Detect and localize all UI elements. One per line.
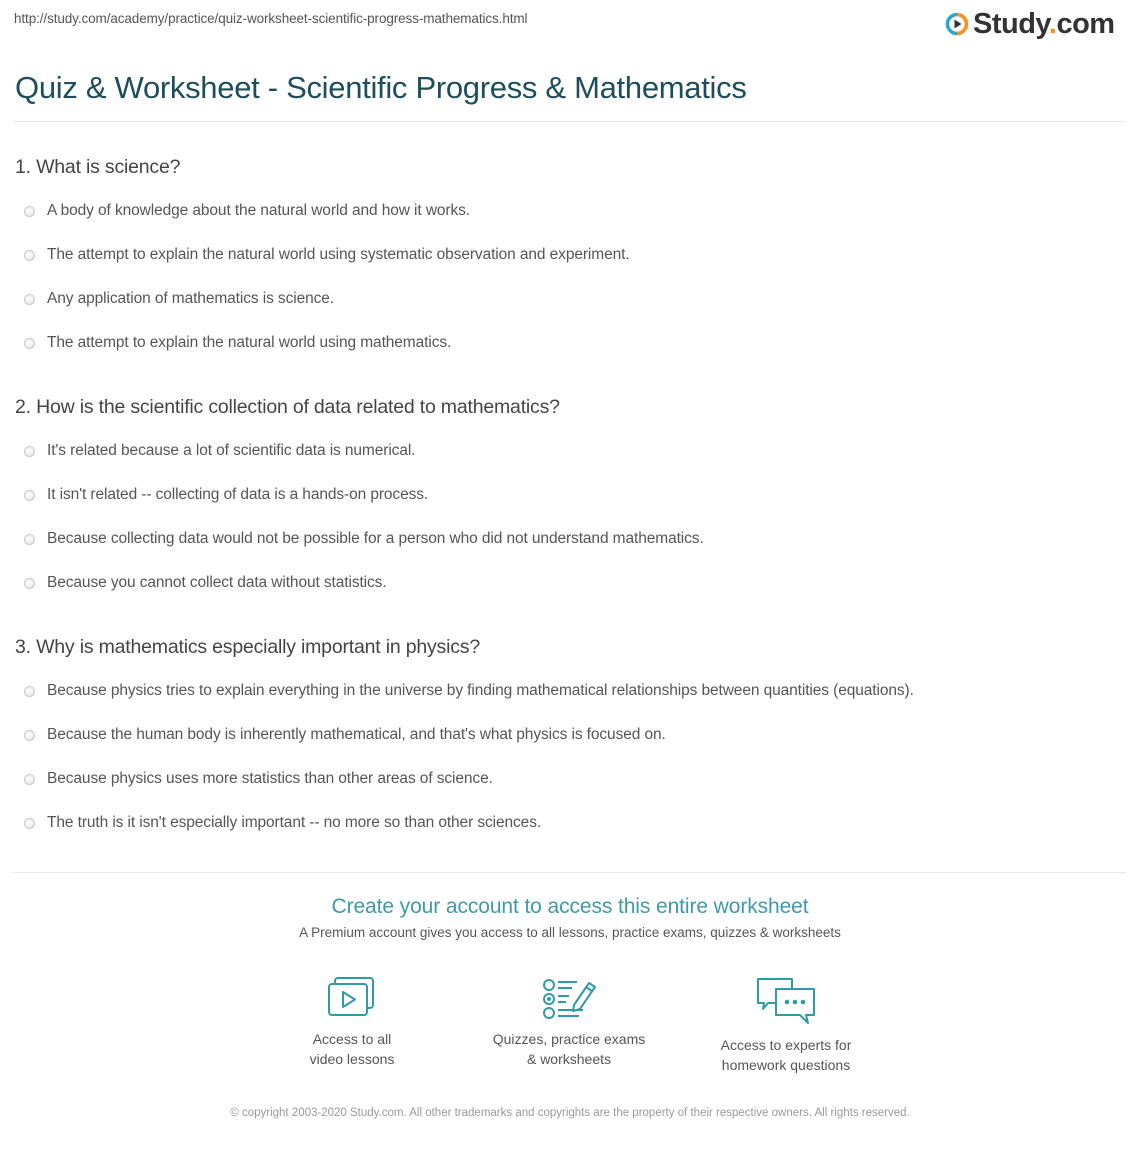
quiz-checklist-icon — [539, 975, 599, 1021]
page-title: Quiz & Worksheet - Scientific Progress & Mathematics — [15, 70, 747, 105]
answer-text: The truth is it isn't especially important -- no more so than other sciences. — [47, 814, 542, 831]
page-url: http://study.com/academy/practice/quiz-worksheet-scientific-progress-mathematics.html — [14, 11, 528, 26]
answer-text: Because the human body is inherently mathematical, and that's what physics is focused on. — [47, 726, 666, 743]
answer-text: Because you cannot collect data without statistics. — [47, 574, 387, 591]
radio-button[interactable] — [24, 338, 35, 349]
question-1 — [15, 156, 1125, 375]
radio-button[interactable] — [24, 534, 35, 545]
chat-bubbles-icon — [754, 975, 818, 1027]
answer-option[interactable] — [24, 277, 1125, 321]
answer-text: It isn't related -- collecting of data is a hands-on process. — [47, 486, 429, 503]
question-3 — [15, 636, 1125, 855]
top-bar — [0, 0, 1140, 48]
answer-option[interactable] — [24, 669, 1125, 713]
feature-video-lessons — [262, 975, 442, 1069]
answer-text: Because physics uses more statistics than other areas of science. — [47, 770, 493, 787]
answer-text: The attempt to explain the natural world using systematic observation and experiment. — [47, 246, 630, 263]
question-title: 1. What is science? — [15, 156, 181, 178]
radio-button[interactable] — [24, 818, 35, 829]
play-circle-logo-icon — [945, 12, 969, 36]
answer-option[interactable] — [24, 321, 1125, 365]
answer-option[interactable] — [24, 429, 1125, 473]
answer-text: It's related because a lot of scientific data is numerical. — [47, 442, 416, 459]
radio-button[interactable] — [24, 686, 35, 697]
answer-text: Because collecting data would not be possible for a person who did not understand mathematics. — [47, 530, 704, 547]
feature-label: Access to all video lessons — [309, 1031, 395, 1067]
answer-option[interactable] — [24, 757, 1125, 801]
radio-button[interactable] — [24, 206, 35, 217]
answer-text: A body of knowledge about the natural world and how it works. — [47, 202, 470, 219]
radio-button[interactable] — [24, 578, 35, 589]
answer-text: The attempt to explain the natural world using mathematics. — [47, 334, 452, 351]
answer-option[interactable] — [24, 473, 1125, 517]
feature-label: Quizzes, practice exams & worksheets — [492, 1031, 646, 1067]
question-title: 2. How is the scientific collection of data related to mathematics? — [15, 396, 560, 418]
cta-divider — [14, 872, 1126, 873]
answer-text: Because physics tries to explain everything in the universe by finding mathematical relationships between quantities (equations). — [47, 682, 914, 699]
question-2 — [15, 396, 1125, 615]
answer-option[interactable] — [24, 233, 1125, 277]
answer-text: Any application of mathematics is science. — [47, 290, 334, 307]
radio-button[interactable] — [24, 490, 35, 501]
radio-button[interactable] — [24, 774, 35, 785]
radio-button[interactable] — [24, 250, 35, 261]
answer-option[interactable] — [24, 189, 1125, 233]
answer-option[interactable] — [24, 561, 1125, 605]
question-title: 3. Why is mathematics especially important in physics? — [15, 636, 480, 658]
logo-text: Study.com — [973, 7, 1115, 40]
copyright-footer: © copyright 2003-2020 Study.com. All other trademarks and copyrights are the property of their respective owners. All rights reserved. — [230, 1107, 910, 1119]
answer-option[interactable] — [24, 517, 1125, 561]
answer-option[interactable] — [24, 801, 1125, 845]
cta-section — [0, 895, 1140, 940]
radio-button[interactable] — [24, 730, 35, 741]
feature-experts — [696, 975, 876, 1075]
study-logo[interactable] — [945, 8, 1115, 40]
feature-quizzes — [479, 975, 659, 1069]
cta-subtitle: A Premium account gives you access to all lessons, practice exams, quizzes & worksheets — [299, 925, 841, 940]
create-account-link[interactable]: Create your account to access this entire worksheet — [331, 895, 809, 918]
radio-button[interactable] — [24, 294, 35, 305]
radio-button[interactable] — [24, 446, 35, 457]
answer-option[interactable] — [24, 713, 1125, 757]
feature-label: Access to experts for homework questions — [720, 1037, 852, 1073]
video-lessons-icon — [326, 975, 378, 1021]
title-divider — [14, 121, 1126, 122]
